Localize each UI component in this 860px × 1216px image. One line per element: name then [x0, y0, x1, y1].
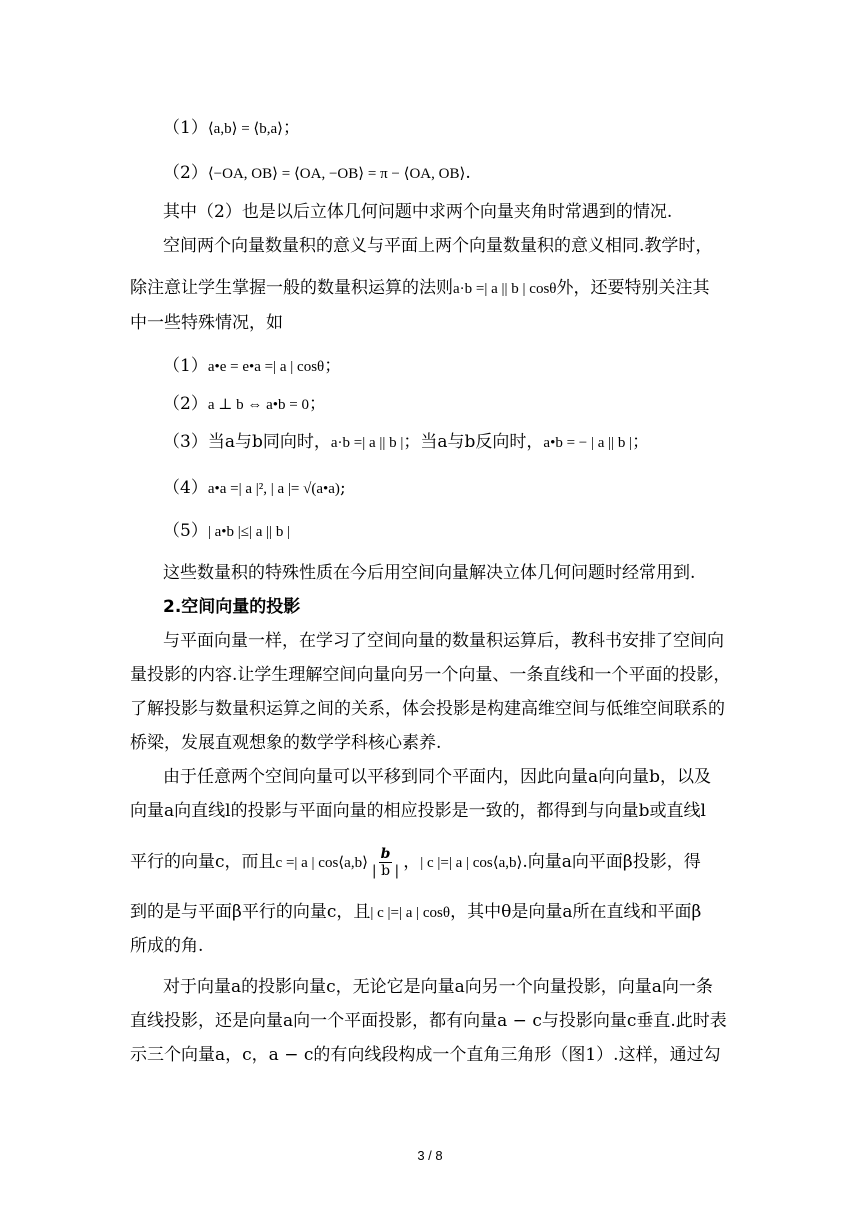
paragraph-line: 空间两个向量数量积的意义与平面上两个向量数量积的意义相同.教学时，	[163, 236, 713, 256]
formula-line	[163, 476, 768, 501]
section-heading: 2.空间向量的投影	[163, 597, 301, 617]
paragraph-line: 对于向量a的投影向量c，无论它是向量a向另一个向量投影，向量a向一条	[163, 977, 713, 997]
punctuation: ；	[632, 432, 650, 452]
text-segment: ，其中θ是向量a所在直线和平面β	[450, 902, 702, 922]
formula: a·b =| a || b | cosθ	[453, 281, 557, 297]
paragraph-line: 其中（2）也是以后立体几何问题中求两个向量夹角时常遇到的情况.	[163, 202, 673, 222]
paragraph-line: 量投影的内容.让学生理解空间向量向另一个向量、一条直线和一个平面的投影，	[130, 665, 731, 685]
text-segment: 到的是与平面β平行的向量c，且	[130, 902, 371, 922]
formula: a•e = e•a =| a | cosθ	[207, 359, 325, 375]
item-number: （4）	[163, 478, 208, 498]
formula: | c |=| a | cosθ	[370, 905, 451, 921]
formula: a·b =| a || b |	[330, 435, 404, 451]
paragraph-line-with-formula	[130, 276, 735, 301]
formula: ⟨−OA, OB⟩ = ⟨OA, −OB⟩ = π − ⟨OA, OB⟩	[207, 166, 466, 182]
item-number: （2）	[163, 394, 208, 414]
item-number: （1）	[163, 356, 208, 376]
punctuation: ；	[324, 356, 342, 376]
text-segment: 除注意让学生掌握一般的数量积运算的法则	[130, 278, 453, 298]
punctuation: ；	[283, 118, 301, 138]
text-segment: ；当a与b反向时，	[403, 432, 544, 452]
fraction-denominator: | b |	[371, 863, 400, 879]
paragraph-line: 向量a向直线l的投影与平面向量的相应投影是一致的，都得到与向量b或直线l	[130, 801, 706, 821]
punctuation: ;	[339, 478, 346, 498]
paragraph-line-with-formula	[130, 900, 735, 925]
formula: ⟨a,b⟩ = ⟨b,a⟩	[207, 121, 284, 137]
formula-line	[163, 430, 768, 455]
paragraph-line-with-formula	[130, 846, 735, 879]
text-segment: 平行的向量c，而且	[130, 852, 276, 872]
paragraph-line: 示三个向量a，c，a − c的有向线段构成一个直角三角形（图1）.这样，通过勾	[130, 1045, 721, 1065]
formula: a ⊥ b ⇔ a•b = 0	[207, 397, 309, 413]
formula: a•b = − | a || b |	[543, 435, 633, 451]
paragraph-line: 了解投影与数量积运算之间的关系，体会投影是构建高维空间与低维空间联系的	[130, 699, 725, 719]
paragraph-line: 所成的角.	[130, 936, 204, 956]
formula: a•a =| a |², | a |= √(a•a)	[207, 481, 340, 497]
text-segment: （3）当a与b同向时，	[163, 432, 331, 452]
item-number: （2）	[163, 163, 208, 183]
paragraph-line: 与平面向量一样，在学习了空间向量的数量积运算后，教科书安排了空间向	[163, 631, 724, 651]
punctuation: .	[465, 163, 471, 183]
formula: | a•b |≤| a || b |	[207, 524, 291, 540]
paragraph-line: 这些数量积的特殊性质在今后用空间向量解决立体几何问题时经常用到.	[163, 563, 696, 583]
formula-line	[163, 519, 768, 544]
item-number: （5）	[163, 521, 208, 541]
fraction-numerator: b	[380, 846, 391, 862]
formula-line	[163, 392, 768, 417]
text-segment: .向量a向平面β投影，得	[522, 852, 701, 872]
punctuation: ；	[308, 394, 326, 414]
formula: c =| a | cos⟨a,b⟩	[275, 855, 368, 871]
item-number: （1）	[163, 118, 208, 138]
formula-line	[163, 354, 768, 379]
text-segment: 外，还要特别关注其	[556, 278, 710, 298]
text-segment: ，	[403, 852, 421, 872]
paragraph-line: 中一些特殊情况，如	[130, 313, 283, 333]
formula-line-2	[163, 161, 768, 186]
fraction	[370, 846, 401, 879]
formula: | c |=| a | cos⟨a,b⟩	[420, 855, 523, 871]
paragraph-line: 由于任意两个空间向量可以平移到同个平面内，因此向量a向向量b，以及	[163, 767, 712, 787]
paragraph-line: 直线投影，还是向量a向一个平面投影，都有向量a − c与投影向量c垂直.此时表	[130, 1011, 727, 1031]
formula-line-1	[163, 116, 768, 141]
page-number: 3 / 8	[417, 1148, 443, 1163]
paragraph-line: 桥梁，发展直观想象的数学学科核心素养.	[130, 733, 442, 753]
